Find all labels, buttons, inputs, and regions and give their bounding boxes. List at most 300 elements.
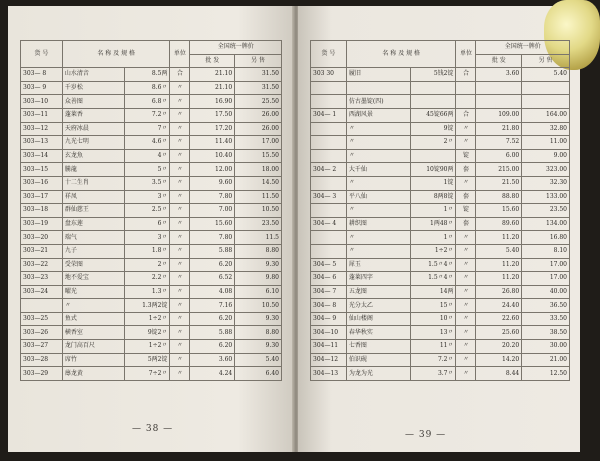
item-name: 横香室 xyxy=(62,326,124,340)
table-row xyxy=(311,190,570,204)
item-unit: 〃 xyxy=(170,258,190,272)
item-spec: 2.2〃 xyxy=(124,272,170,286)
item-unit: 〃 xyxy=(170,272,190,286)
item-unit: 〃 xyxy=(170,312,190,326)
item-unit: 〃 xyxy=(170,340,190,354)
item-spec: 6.8〃 xyxy=(124,95,170,109)
header-wholesale: 批 发 xyxy=(190,54,235,68)
table-row xyxy=(21,204,282,218)
retail-price: 17.00 xyxy=(522,258,570,272)
item-code: 303—22 xyxy=(21,258,63,272)
item-name: 伯识砚 xyxy=(346,353,410,367)
wholesale-price: 20.20 xyxy=(476,340,522,354)
wholesale-price: 6.20 xyxy=(190,258,235,272)
item-code: 304— 6 xyxy=(311,272,347,286)
item-code: 304— 3 xyxy=(311,190,347,204)
item-name: 履旧 xyxy=(346,68,410,82)
wholesale-price: 7.00 xyxy=(190,204,235,218)
header-name: 名 称 及 规 格 xyxy=(346,41,456,68)
wholesale-price: 11.20 xyxy=(476,258,522,272)
header-code: 货 号 xyxy=(21,41,63,68)
header-unit: 单位 xyxy=(170,41,190,68)
retail-price: 134.00 xyxy=(522,217,570,231)
retail-price: 5.40 xyxy=(522,68,570,82)
item-code: 303—23 xyxy=(21,272,63,286)
table-row xyxy=(21,272,282,286)
table-row xyxy=(311,231,570,245)
item-name: 盘东莲 xyxy=(62,217,124,231)
table-row xyxy=(311,272,570,286)
item-code: 304— 1 xyxy=(311,108,347,122)
table-row xyxy=(21,340,282,354)
left-table-body xyxy=(21,68,282,381)
item-name: 曜光 xyxy=(62,285,124,299)
retail-price: 6.40 xyxy=(235,367,282,381)
table-row xyxy=(21,353,282,367)
retail-price: 9.30 xyxy=(235,258,282,272)
item-unit: 〃 xyxy=(456,136,476,150)
retail-price: 38.50 xyxy=(522,326,570,340)
item-unit: 套 xyxy=(456,217,476,231)
item-spec: 11〃 xyxy=(410,340,456,354)
item-name: 九子 xyxy=(62,244,124,258)
retail-price: 8.80 xyxy=(235,244,282,258)
retail-price: 31.50 xyxy=(235,81,282,95)
wholesale-price: 7.80 xyxy=(190,231,235,245)
wholesale-price: 21.10 xyxy=(190,81,235,95)
item-spec: 8.6〃 xyxy=(124,81,170,95)
header-retail: 另 售 xyxy=(522,54,570,68)
item-unit: 〃 xyxy=(456,299,476,313)
item-spec xyxy=(410,95,456,109)
item-name: 天府冰晨 xyxy=(62,122,124,136)
item-spec: 10锭90两 xyxy=(410,163,456,177)
item-code: 304—10 xyxy=(311,326,347,340)
item-spec: 4〃 xyxy=(124,149,170,163)
item-unit: 〃 xyxy=(456,285,476,299)
item-name: 平八仙 xyxy=(346,190,410,204)
item-unit: 锭 xyxy=(456,149,476,163)
item-spec: 45锭66两 xyxy=(410,108,456,122)
item-unit: 〃 xyxy=(456,340,476,354)
item-code: 304— 9 xyxy=(311,312,347,326)
item-code: 303—11 xyxy=(21,108,63,122)
wholesale-price xyxy=(476,95,522,109)
right-table-body xyxy=(311,68,570,381)
item-name: 鱼式 xyxy=(62,312,124,326)
item-name: 〃 xyxy=(346,122,410,136)
wholesale-price: 9.60 xyxy=(190,176,235,190)
item-code: 303—12 xyxy=(21,122,63,136)
item-spec: 8两8锭 xyxy=(410,190,456,204)
item-code: 303—28 xyxy=(21,353,63,367)
item-spec: 1〃 xyxy=(410,231,456,245)
wholesale-price: 6.00 xyxy=(476,149,522,163)
item-spec: 1.8〃 xyxy=(124,244,170,258)
wholesale-price: 4.24 xyxy=(190,367,235,381)
item-unit: 锭 xyxy=(456,204,476,218)
item-code: 303—15 xyxy=(21,163,63,177)
item-code: 304— 2 xyxy=(311,163,347,177)
header-price-group: 全国统一牌价 xyxy=(476,41,570,55)
wholesale-price: 24.40 xyxy=(476,299,522,313)
item-code: 303—19 xyxy=(21,217,63,231)
table-row xyxy=(311,136,570,150)
wholesale-price: 109.00 xyxy=(476,108,522,122)
item-unit: 〃 xyxy=(170,204,190,218)
item-name: 蓬莱香 xyxy=(62,108,124,122)
item-spec xyxy=(410,149,456,163)
item-code: 303—24 xyxy=(21,285,63,299)
item-code xyxy=(311,81,347,95)
item-code xyxy=(311,204,347,218)
wholesale-price: 11.20 xyxy=(476,272,522,286)
item-unit: 〃 xyxy=(170,353,190,367)
table-row xyxy=(311,367,570,381)
item-code: 304—12 xyxy=(311,353,347,367)
item-code: 303—29 xyxy=(21,367,63,381)
item-code: 304—13 xyxy=(311,367,347,381)
retail-price: 14.50 xyxy=(235,176,282,190)
item-unit: 〃 xyxy=(170,285,190,299)
wholesale-price: 11.40 xyxy=(190,136,235,150)
table-row xyxy=(311,312,570,326)
item-spec: 5两2锭 xyxy=(124,353,170,367)
item-name: 西湖风景 xyxy=(346,108,410,122)
item-unit: 〃 xyxy=(170,367,190,381)
item-code: 303—21 xyxy=(21,244,63,258)
retail-price: 23.50 xyxy=(522,204,570,218)
item-spec: 2〃 xyxy=(410,136,456,150)
wholesale-price: 25.60 xyxy=(476,326,522,340)
table-row xyxy=(311,258,570,272)
wholesale-price: 89.60 xyxy=(476,217,522,231)
wholesale-price: 5.88 xyxy=(190,326,235,340)
item-unit: 〃 xyxy=(170,244,190,258)
item-unit: 〃 xyxy=(456,231,476,245)
wholesale-price: 10.40 xyxy=(190,149,235,163)
wholesale-price: 22.60 xyxy=(476,312,522,326)
table-row xyxy=(311,244,570,258)
table-row xyxy=(311,149,570,163)
item-name: 光分太乙 xyxy=(346,299,410,313)
retail-price: 40.00 xyxy=(522,285,570,299)
wholesale-price: 4.08 xyxy=(190,285,235,299)
wholesale-price: 12.00 xyxy=(190,163,235,177)
item-spec: 1÷2〃 xyxy=(124,340,170,354)
table-row xyxy=(21,231,282,245)
retail-price: 32.80 xyxy=(522,122,570,136)
item-unit: 〃 xyxy=(456,122,476,136)
table-row xyxy=(311,353,570,367)
item-name: 〃 xyxy=(62,299,124,313)
item-unit: 〃 xyxy=(170,149,190,163)
table-row xyxy=(311,68,570,82)
item-name: 千岁松 xyxy=(62,81,124,95)
item-spec: 6〃 xyxy=(124,217,170,231)
retail-price xyxy=(522,95,570,109)
header-code: 货 号 xyxy=(311,41,347,68)
retail-price: 32.30 xyxy=(522,176,570,190)
table-row xyxy=(21,136,282,150)
wholesale-price: 8.44 xyxy=(476,367,522,381)
wholesale-price: 21.80 xyxy=(476,122,522,136)
table-row xyxy=(21,217,282,231)
wholesale-price: 3.60 xyxy=(476,68,522,82)
wholesale-price: 21.50 xyxy=(476,176,522,190)
retail-price: 9.00 xyxy=(522,149,570,163)
item-spec: 1.3两2锭 xyxy=(124,299,170,313)
item-name: 耕织图 xyxy=(346,217,410,231)
item-spec: 14两 xyxy=(410,285,456,299)
item-spec: 1〃 xyxy=(410,204,456,218)
item-code xyxy=(311,176,347,190)
retail-price: 323.00 xyxy=(522,163,570,177)
retail-price: 26.00 xyxy=(235,122,282,136)
wholesale-price: 14.20 xyxy=(476,353,522,367)
item-name: 蓬莱四字 xyxy=(346,272,410,286)
retail-price xyxy=(522,81,570,95)
item-name: 席竹 xyxy=(62,353,124,367)
item-unit xyxy=(456,95,476,109)
retail-price: 9.30 xyxy=(235,340,282,354)
item-name: 地不爱宝 xyxy=(62,272,124,286)
table-row xyxy=(21,163,282,177)
item-spec: 1÷2〃 xyxy=(410,244,456,258)
item-spec: 13〃 xyxy=(410,326,456,340)
wholesale-price: 215.00 xyxy=(476,163,522,177)
retail-price: 30.00 xyxy=(522,340,570,354)
item-spec: 1锭 xyxy=(410,176,456,190)
header-price-group: 全国统一牌价 xyxy=(190,41,282,55)
wholesale-price: 5.88 xyxy=(190,244,235,258)
item-name: 受荣图 xyxy=(62,258,124,272)
item-unit: 〃 xyxy=(456,176,476,190)
retail-price: 10.50 xyxy=(235,299,282,313)
wholesale-price: 7.80 xyxy=(190,190,235,204)
item-spec: 7÷2〃 xyxy=(124,367,170,381)
item-name: 龙门高百尺 xyxy=(62,340,124,354)
item-unit: 套 xyxy=(456,190,476,204)
table-row xyxy=(311,81,570,95)
item-spec: 5〃 xyxy=(124,163,170,177)
item-unit xyxy=(456,81,476,95)
item-spec: 10〃 xyxy=(410,312,456,326)
retail-price: 16.80 xyxy=(522,231,570,245)
item-unit: 〃 xyxy=(170,136,190,150)
retail-price: 5.40 xyxy=(235,353,282,367)
item-unit: 〃 xyxy=(170,176,190,190)
retail-price: 11.00 xyxy=(522,136,570,150)
item-spec: 3〃 xyxy=(124,231,170,245)
item-code: 304— 4 xyxy=(311,217,347,231)
left-page-number: — 38 — xyxy=(132,424,174,434)
item-unit: 〃 xyxy=(170,122,190,136)
header-retail: 另 售 xyxy=(235,54,282,68)
item-name: 群仙慈王 xyxy=(62,204,124,218)
table-row xyxy=(311,176,570,190)
retail-price: 11.50 xyxy=(235,190,282,204)
item-name: 七香图 xyxy=(346,340,410,354)
item-unit: 〃 xyxy=(456,367,476,381)
item-code: 303—27 xyxy=(21,340,63,354)
item-spec: 1÷2〃 xyxy=(124,312,170,326)
item-spec: 2〃 xyxy=(124,258,170,272)
retail-price: 18.00 xyxy=(235,163,282,177)
item-spec: 4.6〃 xyxy=(124,136,170,150)
item-unit: 〃 xyxy=(170,108,190,122)
table-row xyxy=(311,95,570,109)
item-unit: 合 xyxy=(456,108,476,122)
item-name: 仙山楼阁 xyxy=(346,312,410,326)
wholesale-price: 6.52 xyxy=(190,272,235,286)
item-code xyxy=(311,122,347,136)
retail-price: 9.80 xyxy=(235,272,282,286)
retail-price: 8.10 xyxy=(522,244,570,258)
table-row xyxy=(21,190,282,204)
item-spec: 3〃 xyxy=(124,190,170,204)
item-code: 303—13 xyxy=(21,136,63,150)
item-code xyxy=(311,244,347,258)
table-row xyxy=(311,163,570,177)
header-name: 名 称 及 规 格 xyxy=(62,41,170,68)
item-name: 〃 xyxy=(346,149,410,163)
item-spec: 1.3〃 xyxy=(124,285,170,299)
wholesale-price: 7.16 xyxy=(190,299,235,313)
table-row xyxy=(21,176,282,190)
table-row xyxy=(311,326,570,340)
table-row xyxy=(21,244,282,258)
wholesale-price: 7.52 xyxy=(476,136,522,150)
item-unit: 〃 xyxy=(170,95,190,109)
wholesale-price: 15.60 xyxy=(476,204,522,218)
retail-price: 25.50 xyxy=(235,95,282,109)
item-code: 303—14 xyxy=(21,149,63,163)
item-name: 〃 xyxy=(346,231,410,245)
wholesale-price: 16.90 xyxy=(190,95,235,109)
item-name: 五龙图 xyxy=(346,285,410,299)
retail-price: 6.10 xyxy=(235,285,282,299)
left-price-table xyxy=(20,40,282,381)
item-name: 山水清音 xyxy=(62,68,124,82)
item-name: 十二生肖 xyxy=(62,176,124,190)
item-name: 騰龍 xyxy=(62,163,124,177)
item-unit: 〃 xyxy=(456,353,476,367)
item-code: 303—17 xyxy=(21,190,63,204)
item-unit: 〃 xyxy=(170,163,190,177)
retail-price: 33.50 xyxy=(522,312,570,326)
item-name: 〃 xyxy=(346,204,410,218)
wholesale-price: 11.20 xyxy=(476,231,522,245)
item-unit: 〃 xyxy=(456,272,476,286)
item-code: 303—10 xyxy=(21,95,63,109)
item-unit: 〃 xyxy=(170,231,190,245)
item-name: 蓐龙黄 xyxy=(62,367,124,381)
item-code: 303 30 xyxy=(311,68,347,82)
table-row xyxy=(311,122,570,136)
item-unit: 〃 xyxy=(170,326,190,340)
item-spec: 8.5两 xyxy=(124,68,170,82)
item-spec: 5钱2锭 xyxy=(410,68,456,82)
table-row xyxy=(21,258,282,272)
wholesale-price xyxy=(476,81,522,95)
table-row xyxy=(21,95,282,109)
item-code: 303— 8 xyxy=(21,68,63,82)
item-name: 瑞气 xyxy=(62,231,124,245)
item-code xyxy=(311,95,347,109)
retail-price: 164.00 xyxy=(522,108,570,122)
table-row xyxy=(21,81,282,95)
item-unit: 〃 xyxy=(456,312,476,326)
retail-price: 133.00 xyxy=(522,190,570,204)
item-unit: 合 xyxy=(456,68,476,82)
item-code: 303—18 xyxy=(21,204,63,218)
wholesale-price: 15.60 xyxy=(190,217,235,231)
item-code xyxy=(21,299,63,313)
right-page-number: — 39 — xyxy=(405,430,447,440)
retail-price: 10.50 xyxy=(235,204,282,218)
item-unit: 合 xyxy=(170,68,190,82)
retail-price: 36.50 xyxy=(522,299,570,313)
item-unit: 〃 xyxy=(456,258,476,272)
wholesale-price: 17.50 xyxy=(190,108,235,122)
item-name: 祥凤 xyxy=(62,190,124,204)
item-unit: 〃 xyxy=(456,244,476,258)
item-spec: 1两48〃 xyxy=(410,217,456,231)
item-name: 众善图 xyxy=(62,95,124,109)
table-row xyxy=(311,285,570,299)
retail-price: 17.00 xyxy=(235,136,282,150)
table-row xyxy=(21,108,282,122)
wholesale-price: 21.10 xyxy=(190,68,235,82)
retail-price: 8.80 xyxy=(235,326,282,340)
retail-price: 23.50 xyxy=(235,217,282,231)
wholesale-price: 3.60 xyxy=(190,353,235,367)
retail-price: 31.50 xyxy=(235,68,282,82)
right-price-table xyxy=(310,40,570,381)
table-row xyxy=(21,312,282,326)
item-spec: 7〃 xyxy=(124,122,170,136)
item-name: 为龙为光 xyxy=(346,367,410,381)
table-row xyxy=(21,68,282,82)
retail-price: 26.00 xyxy=(235,108,282,122)
retail-price: 12.50 xyxy=(522,367,570,381)
retail-price: 17.00 xyxy=(522,272,570,286)
table-row xyxy=(311,299,570,313)
wholesale-price: 6.20 xyxy=(190,340,235,354)
item-spec: 1.5〃4〃 xyxy=(410,258,456,272)
table-row xyxy=(21,122,282,136)
retail-price: 11.5 xyxy=(235,231,282,245)
table-row xyxy=(311,340,570,354)
retail-price: 15.50 xyxy=(235,149,282,163)
item-spec: 7.2〃 xyxy=(124,108,170,122)
item-spec: 2.5〃 xyxy=(124,204,170,218)
item-code xyxy=(311,231,347,245)
item-name: 〃 xyxy=(346,176,410,190)
item-unit: 套 xyxy=(456,163,476,177)
wholesale-price: 88.80 xyxy=(476,190,522,204)
item-code: 304— 8 xyxy=(311,299,347,313)
table-row xyxy=(311,217,570,231)
item-name: 玄龙魚 xyxy=(62,149,124,163)
wholesale-price: 5.40 xyxy=(476,244,522,258)
table-row xyxy=(21,285,282,299)
retail-price: 9.30 xyxy=(235,312,282,326)
item-code xyxy=(311,136,347,150)
item-spec: 3.5〃 xyxy=(124,176,170,190)
item-code: 303—20 xyxy=(21,231,63,245)
